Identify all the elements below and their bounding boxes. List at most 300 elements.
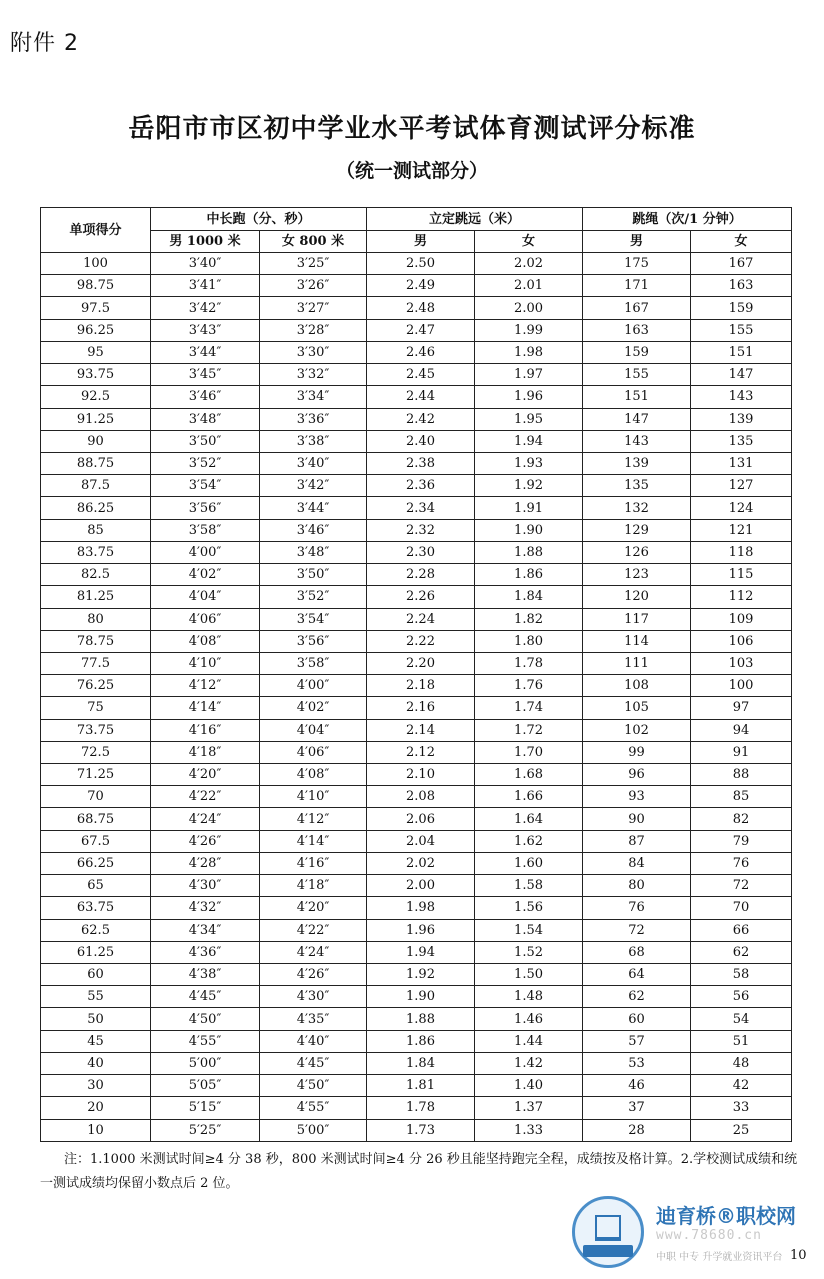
header-rope-female: 女 <box>691 231 792 253</box>
cell-rope-female: 135 <box>691 430 792 452</box>
cell-run-male: 4′32″ <box>151 897 260 919</box>
cell-rope-female: 143 <box>691 386 792 408</box>
cell-run-female: 4′26″ <box>260 964 367 986</box>
cell-jump-female: 1.68 <box>475 764 583 786</box>
cell-rope-female: 82 <box>691 808 792 830</box>
cell-score: 71.25 <box>41 764 151 786</box>
cell-rope-female: 97 <box>691 697 792 719</box>
cell-jump-female: 1.84 <box>475 586 583 608</box>
cell-run-female: 3′26″ <box>260 275 367 297</box>
cell-rope-male: 108 <box>583 675 691 697</box>
table-row <box>41 741 792 763</box>
watermark-brand: 迪育桥®职校网 <box>656 1204 796 1228</box>
table-row <box>41 319 792 341</box>
cell-run-female: 3′25″ <box>260 253 367 275</box>
cell-rope-male: 105 <box>583 697 691 719</box>
cell-run-female: 4′06″ <box>260 741 367 763</box>
cell-jump-male: 2.06 <box>367 808 475 830</box>
cell-jump-female: 1.90 <box>475 519 583 541</box>
cell-jump-male: 1.78 <box>367 1097 475 1119</box>
cell-jump-male: 2.12 <box>367 741 475 763</box>
table-row <box>41 608 792 630</box>
cell-run-female: 3′48″ <box>260 541 367 563</box>
document-subtitle: （统一测试部分） <box>335 160 488 182</box>
cell-score: 93.75 <box>41 364 151 386</box>
cell-rope-male: 159 <box>583 341 691 363</box>
cell-run-female: 3′50″ <box>260 564 367 586</box>
table-row <box>41 497 792 519</box>
cell-jump-male: 2.46 <box>367 341 475 363</box>
cell-run-male: 3′50″ <box>151 430 260 452</box>
attachment-label: 附件 2 <box>10 31 79 56</box>
cell-rope-male: 72 <box>583 919 691 941</box>
cell-rope-female: 79 <box>691 830 792 852</box>
cell-jump-female: 1.99 <box>475 319 583 341</box>
table-row <box>41 675 792 697</box>
cell-rope-female: 121 <box>691 519 792 541</box>
cell-rope-male: 60 <box>583 1008 691 1030</box>
table-row <box>41 475 792 497</box>
cell-rope-male: 90 <box>583 808 691 830</box>
table-row <box>41 919 792 941</box>
cell-jump-female: 1.50 <box>475 964 583 986</box>
cell-run-female: 4′18″ <box>260 875 367 897</box>
table-row <box>41 630 792 652</box>
cell-run-female: 3′56″ <box>260 630 367 652</box>
cell-jump-female: 1.86 <box>475 564 583 586</box>
cell-rope-male: 175 <box>583 253 691 275</box>
cell-run-male: 4′00″ <box>151 541 260 563</box>
cell-rope-female: 147 <box>691 364 792 386</box>
table-row <box>41 519 792 541</box>
cell-run-female: 4′10″ <box>260 786 367 808</box>
table-body <box>41 253 792 1142</box>
cell-rope-female: 94 <box>691 719 792 741</box>
table-header-row <box>41 208 792 231</box>
cell-run-female: 4′50″ <box>260 1075 367 1097</box>
cell-rope-female: 66 <box>691 919 792 941</box>
document-title: 岳阳市市区初中学业水平考试体育测试评分标准 <box>128 114 696 144</box>
cell-jump-female: 1.60 <box>475 852 583 874</box>
table-row <box>41 564 792 586</box>
cell-jump-male: 2.22 <box>367 630 475 652</box>
cell-rope-female: 48 <box>691 1052 792 1074</box>
cell-run-male: 4′30″ <box>151 875 260 897</box>
cell-jump-female: 1.33 <box>475 1119 583 1141</box>
cell-rope-female: 56 <box>691 986 792 1008</box>
table-row <box>41 541 792 563</box>
cell-run-male: 3′48″ <box>151 408 260 430</box>
cell-run-female: 4′55″ <box>260 1097 367 1119</box>
cell-run-female: 3′58″ <box>260 652 367 674</box>
cell-score: 81.25 <box>41 586 151 608</box>
header-jump-male: 男 <box>367 231 475 253</box>
cell-run-male: 4′04″ <box>151 586 260 608</box>
cell-run-female: 4′35″ <box>260 1008 367 1030</box>
cell-rope-female: 167 <box>691 253 792 275</box>
cell-score: 67.5 <box>41 830 151 852</box>
cell-rope-male: 96 <box>583 764 691 786</box>
cell-run-female: 3′44″ <box>260 497 367 519</box>
header-rope: 跳绳（次/1 分钟） <box>583 208 792 231</box>
cell-score: 73.75 <box>41 719 151 741</box>
cell-rope-female: 124 <box>691 497 792 519</box>
cell-run-male: 4′22″ <box>151 786 260 808</box>
header-run: 中长跑（分、秒） <box>151 208 367 231</box>
cell-run-male: 4′10″ <box>151 652 260 674</box>
cell-jump-male: 2.28 <box>367 564 475 586</box>
cell-jump-female: 1.58 <box>475 875 583 897</box>
cell-jump-male: 2.45 <box>367 364 475 386</box>
cell-score: 76.25 <box>41 675 151 697</box>
cell-score: 75 <box>41 697 151 719</box>
cell-rope-female: 42 <box>691 1075 792 1097</box>
cell-jump-male: 2.20 <box>367 652 475 674</box>
cell-jump-male: 2.40 <box>367 430 475 452</box>
cell-jump-male: 1.73 <box>367 1119 475 1141</box>
cell-jump-female: 1.46 <box>475 1008 583 1030</box>
cell-rope-male: 37 <box>583 1097 691 1119</box>
cell-run-male: 4′18″ <box>151 741 260 763</box>
cell-run-male: 3′46″ <box>151 386 260 408</box>
table-row <box>41 986 792 1008</box>
cell-jump-female: 1.98 <box>475 341 583 363</box>
header-jump-female: 女 <box>475 231 583 253</box>
cell-rope-female: 155 <box>691 319 792 341</box>
cell-rope-male: 163 <box>583 319 691 341</box>
cell-run-female: 3′30″ <box>260 341 367 363</box>
cell-run-male: 3′54″ <box>151 475 260 497</box>
watermark-logo-icon <box>572 1196 644 1268</box>
cell-run-male: 3′44″ <box>151 341 260 363</box>
cell-rope-male: 28 <box>583 1119 691 1141</box>
cell-run-female: 4′30″ <box>260 986 367 1008</box>
cell-jump-female: 1.44 <box>475 1030 583 1052</box>
cell-jump-male: 2.18 <box>367 675 475 697</box>
cell-jump-male: 1.96 <box>367 919 475 941</box>
cell-run-female: 3′38″ <box>260 430 367 452</box>
table-row <box>41 297 792 319</box>
cell-jump-male: 1.88 <box>367 1008 475 1030</box>
cell-score: 63.75 <box>41 897 151 919</box>
cell-jump-male: 2.34 <box>367 497 475 519</box>
cell-jump-female: 1.76 <box>475 675 583 697</box>
cell-jump-female: 1.88 <box>475 541 583 563</box>
cell-jump-male: 2.49 <box>367 275 475 297</box>
cell-rope-male: 132 <box>583 497 691 519</box>
cell-jump-female: 1.72 <box>475 719 583 741</box>
cell-rope-male: 155 <box>583 364 691 386</box>
cell-jump-female: 1.52 <box>475 941 583 963</box>
cell-rope-female: 51 <box>691 1030 792 1052</box>
cell-run-female: 4′08″ <box>260 764 367 786</box>
cell-jump-male: 2.10 <box>367 764 475 786</box>
cell-score: 87.5 <box>41 475 151 497</box>
cell-rope-male: 99 <box>583 741 691 763</box>
header-rope-male: 男 <box>583 231 691 253</box>
cell-score: 86.25 <box>41 497 151 519</box>
cell-run-female: 3′42″ <box>260 475 367 497</box>
cell-score: 91.25 <box>41 408 151 430</box>
cell-jump-female: 1.56 <box>475 897 583 919</box>
cell-run-female: 4′12″ <box>260 808 367 830</box>
cell-rope-male: 93 <box>583 786 691 808</box>
table-row <box>41 386 792 408</box>
cell-jump-female: 1.48 <box>475 986 583 1008</box>
cell-jump-female: 1.42 <box>475 1052 583 1074</box>
cell-rope-female: 106 <box>691 630 792 652</box>
cell-jump-male: 1.94 <box>367 941 475 963</box>
cell-rope-female: 58 <box>691 964 792 986</box>
table-row <box>41 364 792 386</box>
header-jump: 立定跳远（米） <box>367 208 583 231</box>
cell-jump-male: 2.00 <box>367 875 475 897</box>
cell-rope-male: 151 <box>583 386 691 408</box>
watermark-tagline: 中职 中专 升学就业资讯平台 <box>656 1252 783 1263</box>
table-row <box>41 1030 792 1052</box>
cell-run-female: 4′40″ <box>260 1030 367 1052</box>
cell-rope-female: 118 <box>691 541 792 563</box>
cell-score: 10 <box>41 1119 151 1141</box>
cell-run-female: 3′46″ <box>260 519 367 541</box>
table-row <box>41 1075 792 1097</box>
table-row <box>41 764 792 786</box>
cell-rope-female: 159 <box>691 297 792 319</box>
cell-jump-female: 1.70 <box>475 741 583 763</box>
table-subheader-row <box>41 231 792 253</box>
cell-rope-male: 126 <box>583 541 691 563</box>
cell-rope-male: 147 <box>583 408 691 430</box>
cell-rope-male: 84 <box>583 852 691 874</box>
cell-score: 83.75 <box>41 541 151 563</box>
page-number: 10 <box>790 1248 807 1263</box>
cell-jump-female: 1.66 <box>475 786 583 808</box>
table-row <box>41 1052 792 1074</box>
cell-run-male: 4′16″ <box>151 719 260 741</box>
cell-rope-female: 100 <box>691 675 792 697</box>
table-row <box>41 697 792 719</box>
cell-rope-male: 129 <box>583 519 691 541</box>
cell-jump-female: 2.01 <box>475 275 583 297</box>
footnote: 注：1.1000 米测试时间≥4 分 38 秒，800 米测试时间≥4 分 26 秒且能坚持跑完全程，成绩按及格计算。2.学校测试成绩和统一测试成绩均保留小数点后 2 位。 <box>40 1152 798 1191</box>
cell-jump-male: 2.26 <box>367 586 475 608</box>
cell-run-male: 4′08″ <box>151 630 260 652</box>
watermark-url: www.78680.cn <box>656 1228 762 1243</box>
cell-score: 65 <box>41 875 151 897</box>
header-run-male: 男 1000 米 <box>151 231 260 253</box>
cell-rope-male: 102 <box>583 719 691 741</box>
cell-rope-female: 115 <box>691 564 792 586</box>
cell-run-male: 4′55″ <box>151 1030 260 1052</box>
cell-run-female: 3′27″ <box>260 297 367 319</box>
cell-jump-male: 2.47 <box>367 319 475 341</box>
cell-run-male: 5′25″ <box>151 1119 260 1141</box>
cell-run-female: 4′02″ <box>260 697 367 719</box>
cell-jump-male: 2.50 <box>367 253 475 275</box>
cell-score: 85 <box>41 519 151 541</box>
cell-run-female: 3′34″ <box>260 386 367 408</box>
cell-rope-male: 46 <box>583 1075 691 1097</box>
cell-score: 20 <box>41 1097 151 1119</box>
cell-rope-male: 64 <box>583 964 691 986</box>
table-row <box>41 408 792 430</box>
cell-run-male: 3′43″ <box>151 319 260 341</box>
cell-rope-female: 127 <box>691 475 792 497</box>
cell-score: 40 <box>41 1052 151 1074</box>
cell-rope-male: 53 <box>583 1052 691 1074</box>
cell-rope-male: 62 <box>583 986 691 1008</box>
cell-rope-female: 112 <box>691 586 792 608</box>
cell-run-male: 3′52″ <box>151 452 260 474</box>
cell-run-female: 3′52″ <box>260 586 367 608</box>
cell-rope-female: 70 <box>691 897 792 919</box>
cell-jump-female: 1.78 <box>475 652 583 674</box>
table-row <box>41 1119 792 1141</box>
cell-score: 88.75 <box>41 452 151 474</box>
cell-score: 90 <box>41 430 151 452</box>
cell-rope-female: 25 <box>691 1119 792 1141</box>
cell-score: 61.25 <box>41 941 151 963</box>
cell-rope-female: 88 <box>691 764 792 786</box>
cell-jump-male: 2.44 <box>367 386 475 408</box>
cell-rope-female: 33 <box>691 1097 792 1119</box>
cell-run-male: 4′36″ <box>151 941 260 963</box>
cell-jump-male: 1.86 <box>367 1030 475 1052</box>
cell-jump-male: 1.98 <box>367 897 475 919</box>
cell-run-male: 5′05″ <box>151 1075 260 1097</box>
table-row <box>41 808 792 830</box>
cell-jump-female: 1.94 <box>475 430 583 452</box>
cell-rope-female: 103 <box>691 652 792 674</box>
cell-run-female: 3′36″ <box>260 408 367 430</box>
cell-run-male: 3′41″ <box>151 275 260 297</box>
cell-run-female: 5′00″ <box>260 1119 367 1141</box>
cell-rope-male: 167 <box>583 297 691 319</box>
cell-jump-female: 1.95 <box>475 408 583 430</box>
cell-jump-female: 1.74 <box>475 697 583 719</box>
cell-run-male: 3′56″ <box>151 497 260 519</box>
cell-run-female: 4′00″ <box>260 675 367 697</box>
cell-rope-male: 114 <box>583 630 691 652</box>
cell-score: 60 <box>41 964 151 986</box>
cell-jump-female: 1.62 <box>475 830 583 852</box>
table-row <box>41 652 792 674</box>
cell-run-female: 4′14″ <box>260 830 367 852</box>
cell-rope-female: 151 <box>691 341 792 363</box>
cell-run-female: 3′28″ <box>260 319 367 341</box>
cell-score: 70 <box>41 786 151 808</box>
cell-jump-female: 1.80 <box>475 630 583 652</box>
cell-score: 55 <box>41 986 151 1008</box>
cell-score: 72.5 <box>41 741 151 763</box>
cell-run-male: 4′28″ <box>151 852 260 874</box>
cell-rope-male: 143 <box>583 430 691 452</box>
table-row <box>41 275 792 297</box>
cell-rope-male: 123 <box>583 564 691 586</box>
cell-run-male: 4′45″ <box>151 986 260 1008</box>
cell-jump-male: 2.14 <box>367 719 475 741</box>
cell-rope-male: 171 <box>583 275 691 297</box>
cell-jump-female: 2.00 <box>475 297 583 319</box>
cell-rope-female: 131 <box>691 452 792 474</box>
cell-jump-male: 2.02 <box>367 852 475 874</box>
cell-run-female: 4′24″ <box>260 941 367 963</box>
cell-run-female: 4′16″ <box>260 852 367 874</box>
cell-run-female: 3′40″ <box>260 452 367 474</box>
cell-run-male: 3′40″ <box>151 253 260 275</box>
cell-score: 45 <box>41 1030 151 1052</box>
cell-run-male: 4′02″ <box>151 564 260 586</box>
header-run-female: 女 800 米 <box>260 231 367 253</box>
cell-run-male: 4′24″ <box>151 808 260 830</box>
cell-rope-male: 68 <box>583 941 691 963</box>
scoring-table <box>40 207 792 1142</box>
cell-run-male: 5′00″ <box>151 1052 260 1074</box>
cell-rope-female: 139 <box>691 408 792 430</box>
table-row <box>41 719 792 741</box>
cell-score: 96.25 <box>41 319 151 341</box>
table-row <box>41 586 792 608</box>
cell-run-male: 4′20″ <box>151 764 260 786</box>
table-row <box>41 430 792 452</box>
table-row <box>41 830 792 852</box>
cell-jump-female: 1.93 <box>475 452 583 474</box>
table-row <box>41 941 792 963</box>
cell-score: 78.75 <box>41 630 151 652</box>
table-row <box>41 964 792 986</box>
cell-run-female: 4′45″ <box>260 1052 367 1074</box>
cell-rope-female: 72 <box>691 875 792 897</box>
cell-run-female: 4′22″ <box>260 919 367 941</box>
cell-jump-male: 1.81 <box>367 1075 475 1097</box>
cell-jump-male: 2.08 <box>367 786 475 808</box>
cell-run-male: 5′15″ <box>151 1097 260 1119</box>
cell-score: 30 <box>41 1075 151 1097</box>
cell-jump-female: 1.91 <box>475 497 583 519</box>
table-row <box>41 1008 792 1030</box>
cell-rope-female: 109 <box>691 608 792 630</box>
cell-jump-male: 2.48 <box>367 297 475 319</box>
cell-jump-female: 1.96 <box>475 386 583 408</box>
cell-rope-male: 76 <box>583 897 691 919</box>
cell-jump-female: 1.40 <box>475 1075 583 1097</box>
cell-jump-female: 1.37 <box>475 1097 583 1119</box>
table-row <box>41 875 792 897</box>
table-row <box>41 341 792 363</box>
cell-score: 50 <box>41 1008 151 1030</box>
cell-rope-female: 62 <box>691 941 792 963</box>
cell-rope-male: 139 <box>583 452 691 474</box>
cell-run-male: 4′06″ <box>151 608 260 630</box>
table-row <box>41 786 792 808</box>
cell-run-female: 4′20″ <box>260 897 367 919</box>
cell-score: 97.5 <box>41 297 151 319</box>
cell-rope-male: 80 <box>583 875 691 897</box>
cell-score: 95 <box>41 341 151 363</box>
cell-run-male: 3′42″ <box>151 297 260 319</box>
cell-run-male: 4′34″ <box>151 919 260 941</box>
cell-jump-male: 1.92 <box>367 964 475 986</box>
cell-jump-female: 1.54 <box>475 919 583 941</box>
table-row <box>41 253 792 275</box>
cell-rope-male: 120 <box>583 586 691 608</box>
cell-jump-male: 2.42 <box>367 408 475 430</box>
table-row <box>41 452 792 474</box>
cell-jump-male: 2.38 <box>367 452 475 474</box>
cell-rope-female: 76 <box>691 852 792 874</box>
cell-rope-male: 111 <box>583 652 691 674</box>
cell-jump-male: 2.24 <box>367 608 475 630</box>
